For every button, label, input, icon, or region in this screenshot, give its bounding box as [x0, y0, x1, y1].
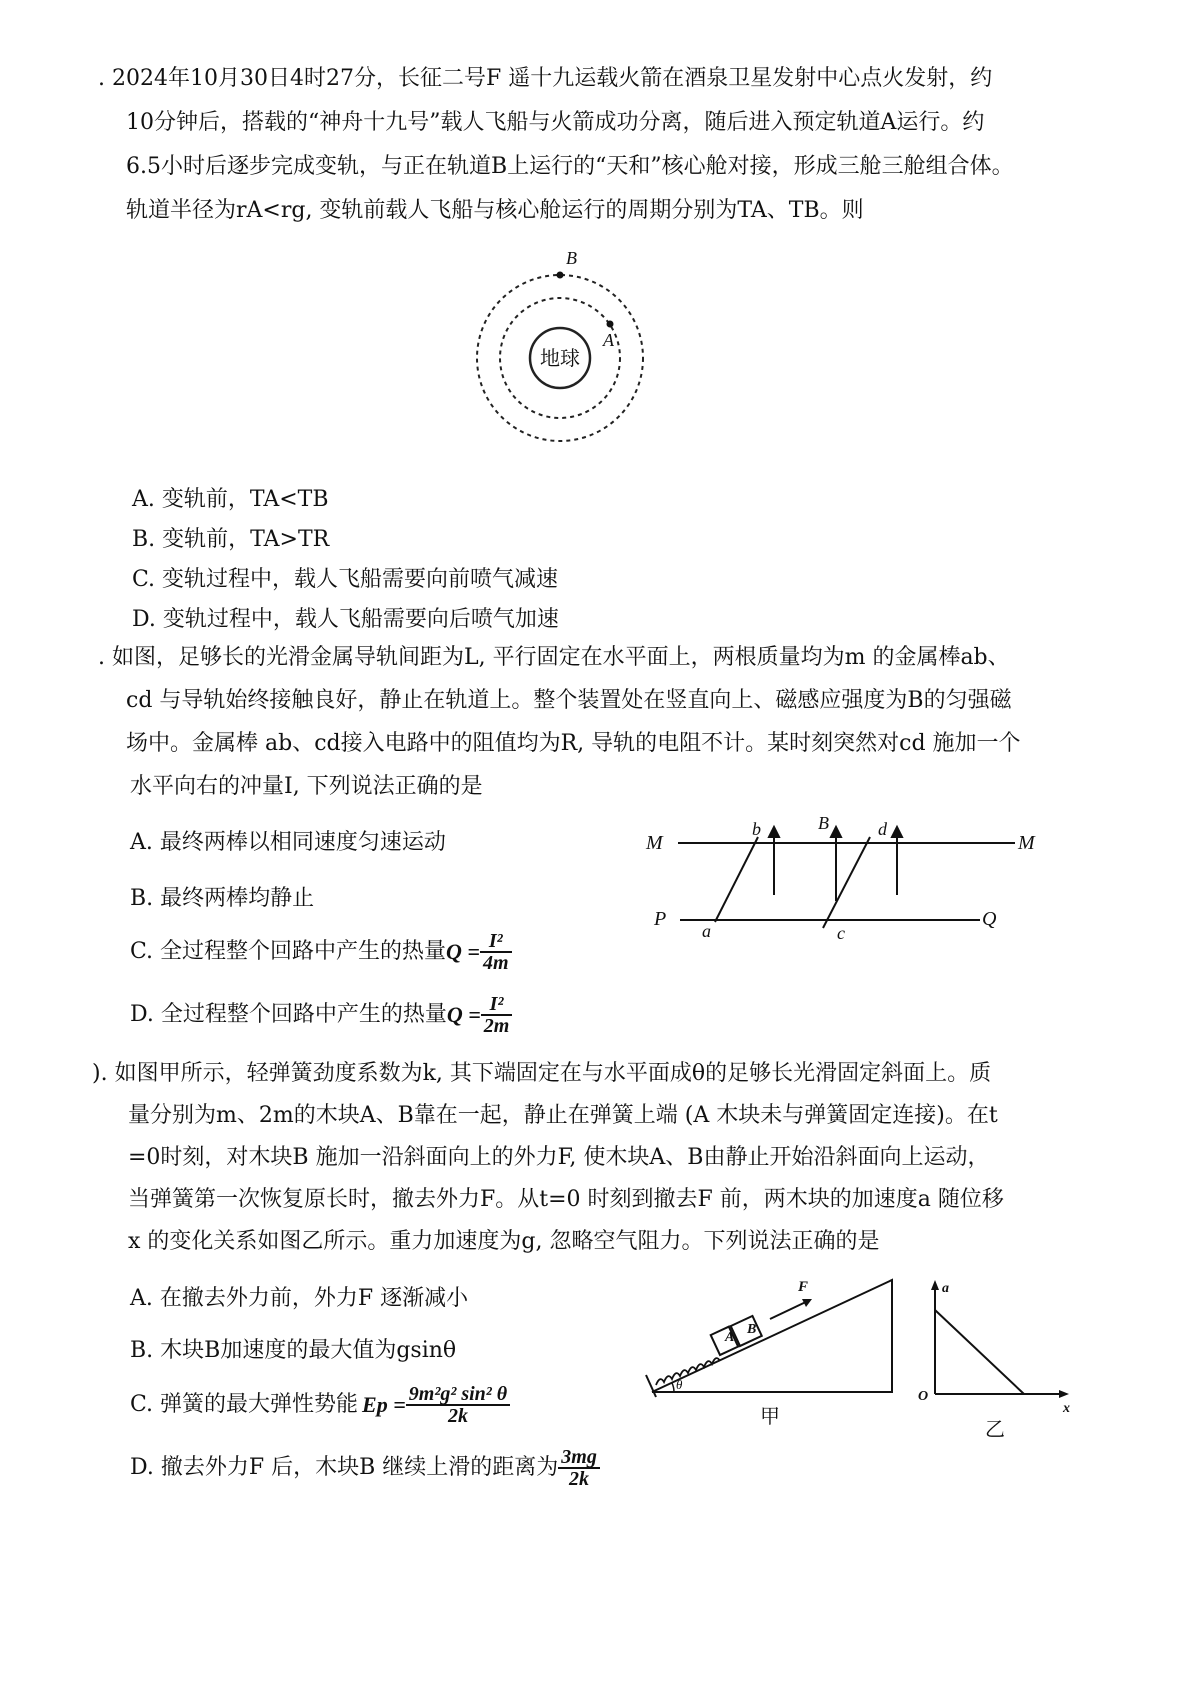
label-c: c: [837, 923, 845, 943]
q3-line-3: =0时刻，对木块B 施加一沿斜面向上的外力F, 使木块A、B由静止开始沿斜面向上运动，: [128, 1145, 990, 1170]
q3-option-d[interactable]: [130, 1438, 600, 1498]
q3-option-c[interactable]: [130, 1375, 510, 1435]
orbit-a-label: A: [603, 330, 614, 350]
q3-line-5: x 的变化关系如图乙所示。重力加速度为g, 忽略空气阻力。下列说法正确的是: [128, 1229, 880, 1254]
q1-line-3: 6.5小时后逐步完成变轨，与正在轨道B上运行的“天和”核心舱对接，形成三舱三舱组合体。: [126, 154, 1014, 179]
q2-formula-d-lhs: Q =: [446, 1002, 481, 1027]
q3-line-4: 当弹簧第一次恢复原长时，撤去外力F。从t=0 时刻到撤去F 前，两木块的加速度a 随位移: [128, 1187, 1004, 1212]
q3-figure-yi: [915, 1270, 1075, 1445]
q2-option-c-text: C. 全过程整个回路中产生的热量: [130, 939, 447, 964]
q1-option-c[interactable]: C. 变轨过程中，载人飞船需要向前喷气减速: [132, 567, 559, 592]
q1-option-b[interactable]: B. 变轨前，TA>TR: [132, 527, 330, 552]
block-b-label: B: [747, 1322, 757, 1337]
q2-option-c[interactable]: [130, 922, 512, 982]
label-field-b: B: [818, 815, 829, 833]
spring-base: [646, 1375, 656, 1397]
q2-option-b[interactable]: B. 最终两棒均静止: [130, 886, 315, 911]
x-arrowhead: [1059, 1390, 1069, 1398]
q3-formula-c-lhs: Ep =: [362, 1392, 406, 1417]
rod-cd: [823, 837, 870, 928]
orbit-b-label: B: [566, 248, 577, 268]
q3-option-b[interactable]: B. 木块B加速度的最大值为gsinθ: [130, 1338, 457, 1363]
q2-line-2: cd 与导轨始终接触良好，静止在轨道上。整个装置处在竖直向上、磁感应强度为B的匀强磁: [126, 688, 1012, 713]
q2-rails-figure: [640, 815, 1050, 945]
q3-frac-c-num: 9m²g² sin² θ: [406, 1384, 510, 1406]
caption-jia: 甲: [760, 1406, 780, 1428]
angle-arc: [672, 1383, 674, 1392]
force-label: F: [798, 1279, 809, 1295]
q2-line-3: 场中。金属棒 ab、cd接入电路中的阻值均为R, 导轨的电阻不计。某时刻突然对cd 施加一个: [126, 731, 1021, 756]
q3-option-a[interactable]: A. 在撤去外力前，外力F 逐渐减小: [130, 1286, 469, 1311]
q2-frac-c-num: I²: [480, 931, 512, 953]
a-x-line: [935, 1310, 1024, 1394]
incline-outline: [652, 1280, 892, 1392]
q3-figure-jia: [640, 1275, 900, 1430]
q3-formula-d-frac: [558, 1447, 600, 1489]
q1-line-4: 轨道半径为rA<rg, 变轨前载人飞船与核心舱运行的周期分别为TA、TB。则: [126, 198, 864, 223]
q2-option-d[interactable]: [130, 985, 512, 1045]
label-m-left: M: [646, 832, 663, 854]
q2-option-a[interactable]: A. 最终两棒以相同速度匀速运动: [130, 830, 446, 855]
q1-orbit-figure: [460, 240, 680, 470]
spring-coil: [656, 1358, 720, 1385]
rod-ab: [715, 837, 758, 922]
satellite-b-dot: [557, 272, 564, 279]
label-q: Q: [982, 908, 997, 930]
q2-frac-c-den: 4m: [482, 952, 509, 974]
q2-line-4: 水平向右的冲量I, 下列说法正确的是: [130, 774, 483, 799]
yi-a-label: a: [942, 1281, 949, 1296]
q3-option-c-text: C. 弹簧的最大弹性势能: [130, 1392, 359, 1417]
q2-formula-c-lhs: Q =: [446, 939, 480, 964]
q2-formula-d-frac: [481, 994, 513, 1036]
q3-frac-d-den: 2k: [569, 1468, 590, 1490]
q3-formula-c-frac: [406, 1384, 510, 1426]
q1-line-1: . 2024年10月30日4时27分，长征二号F 遥十九运载火箭在酒泉卫星发射中心点火发射，约: [98, 66, 993, 91]
q2-formula-c-frac: [480, 931, 512, 973]
yi-x-label: x: [1063, 1401, 1070, 1416]
earth-label: 地球: [540, 348, 580, 370]
block-a-label: A: [725, 1330, 735, 1345]
q3-frac-c-den: 2k: [447, 1405, 468, 1427]
label-a: a: [702, 921, 711, 941]
label-b: b: [752, 819, 761, 839]
theta-label: θ: [676, 1377, 683, 1392]
q3-option-d-text: D. 撤去外力F 后，木块B 继续上滑的距离为: [130, 1455, 559, 1480]
caption-yi: 乙: [985, 1419, 1005, 1441]
q2-frac-d-num: I²: [481, 994, 513, 1016]
q3-frac-d-num: 3mg: [558, 1447, 600, 1469]
q2-line-1: . 如图，足够长的光滑金属导轨间距为L, 平行固定在水平面上，两根质量均为m 的金属棒ab、: [98, 645, 1010, 670]
q2-frac-d-den: 2m: [483, 1015, 510, 1037]
q1-option-d[interactable]: D. 变轨过程中，载人飞船需要向后喷气加速: [132, 607, 559, 632]
y-arrowhead: [931, 1280, 939, 1290]
label-p: P: [654, 908, 667, 930]
q3-line-1: ). 如图甲所示，轻弹簧劲度系数为k, 其下端固定在与水平面成θ的足够长光滑固定斜面上。质: [92, 1061, 992, 1086]
label-d: d: [878, 819, 887, 839]
q2-option-d-text: D. 全过程整个回路中产生的热量: [130, 1002, 447, 1027]
q1-line-2: 10分钟后，搭载的“神舟十九号”载人飞船与火箭成功分离，随后进入预定轨道A运行。约: [126, 110, 985, 135]
yi-o-label: O: [918, 1389, 929, 1404]
satellite-a-dot: [607, 321, 614, 328]
label-m-right: M: [1018, 832, 1035, 854]
q3-line-2: 量分别为m、2m的木块A、B靠在一起，静止在弹簧上端 (A 木块未与弹簧固定连接)。在t: [128, 1103, 998, 1128]
q1-option-a[interactable]: A. 变轨前，TA<TB: [132, 487, 329, 512]
